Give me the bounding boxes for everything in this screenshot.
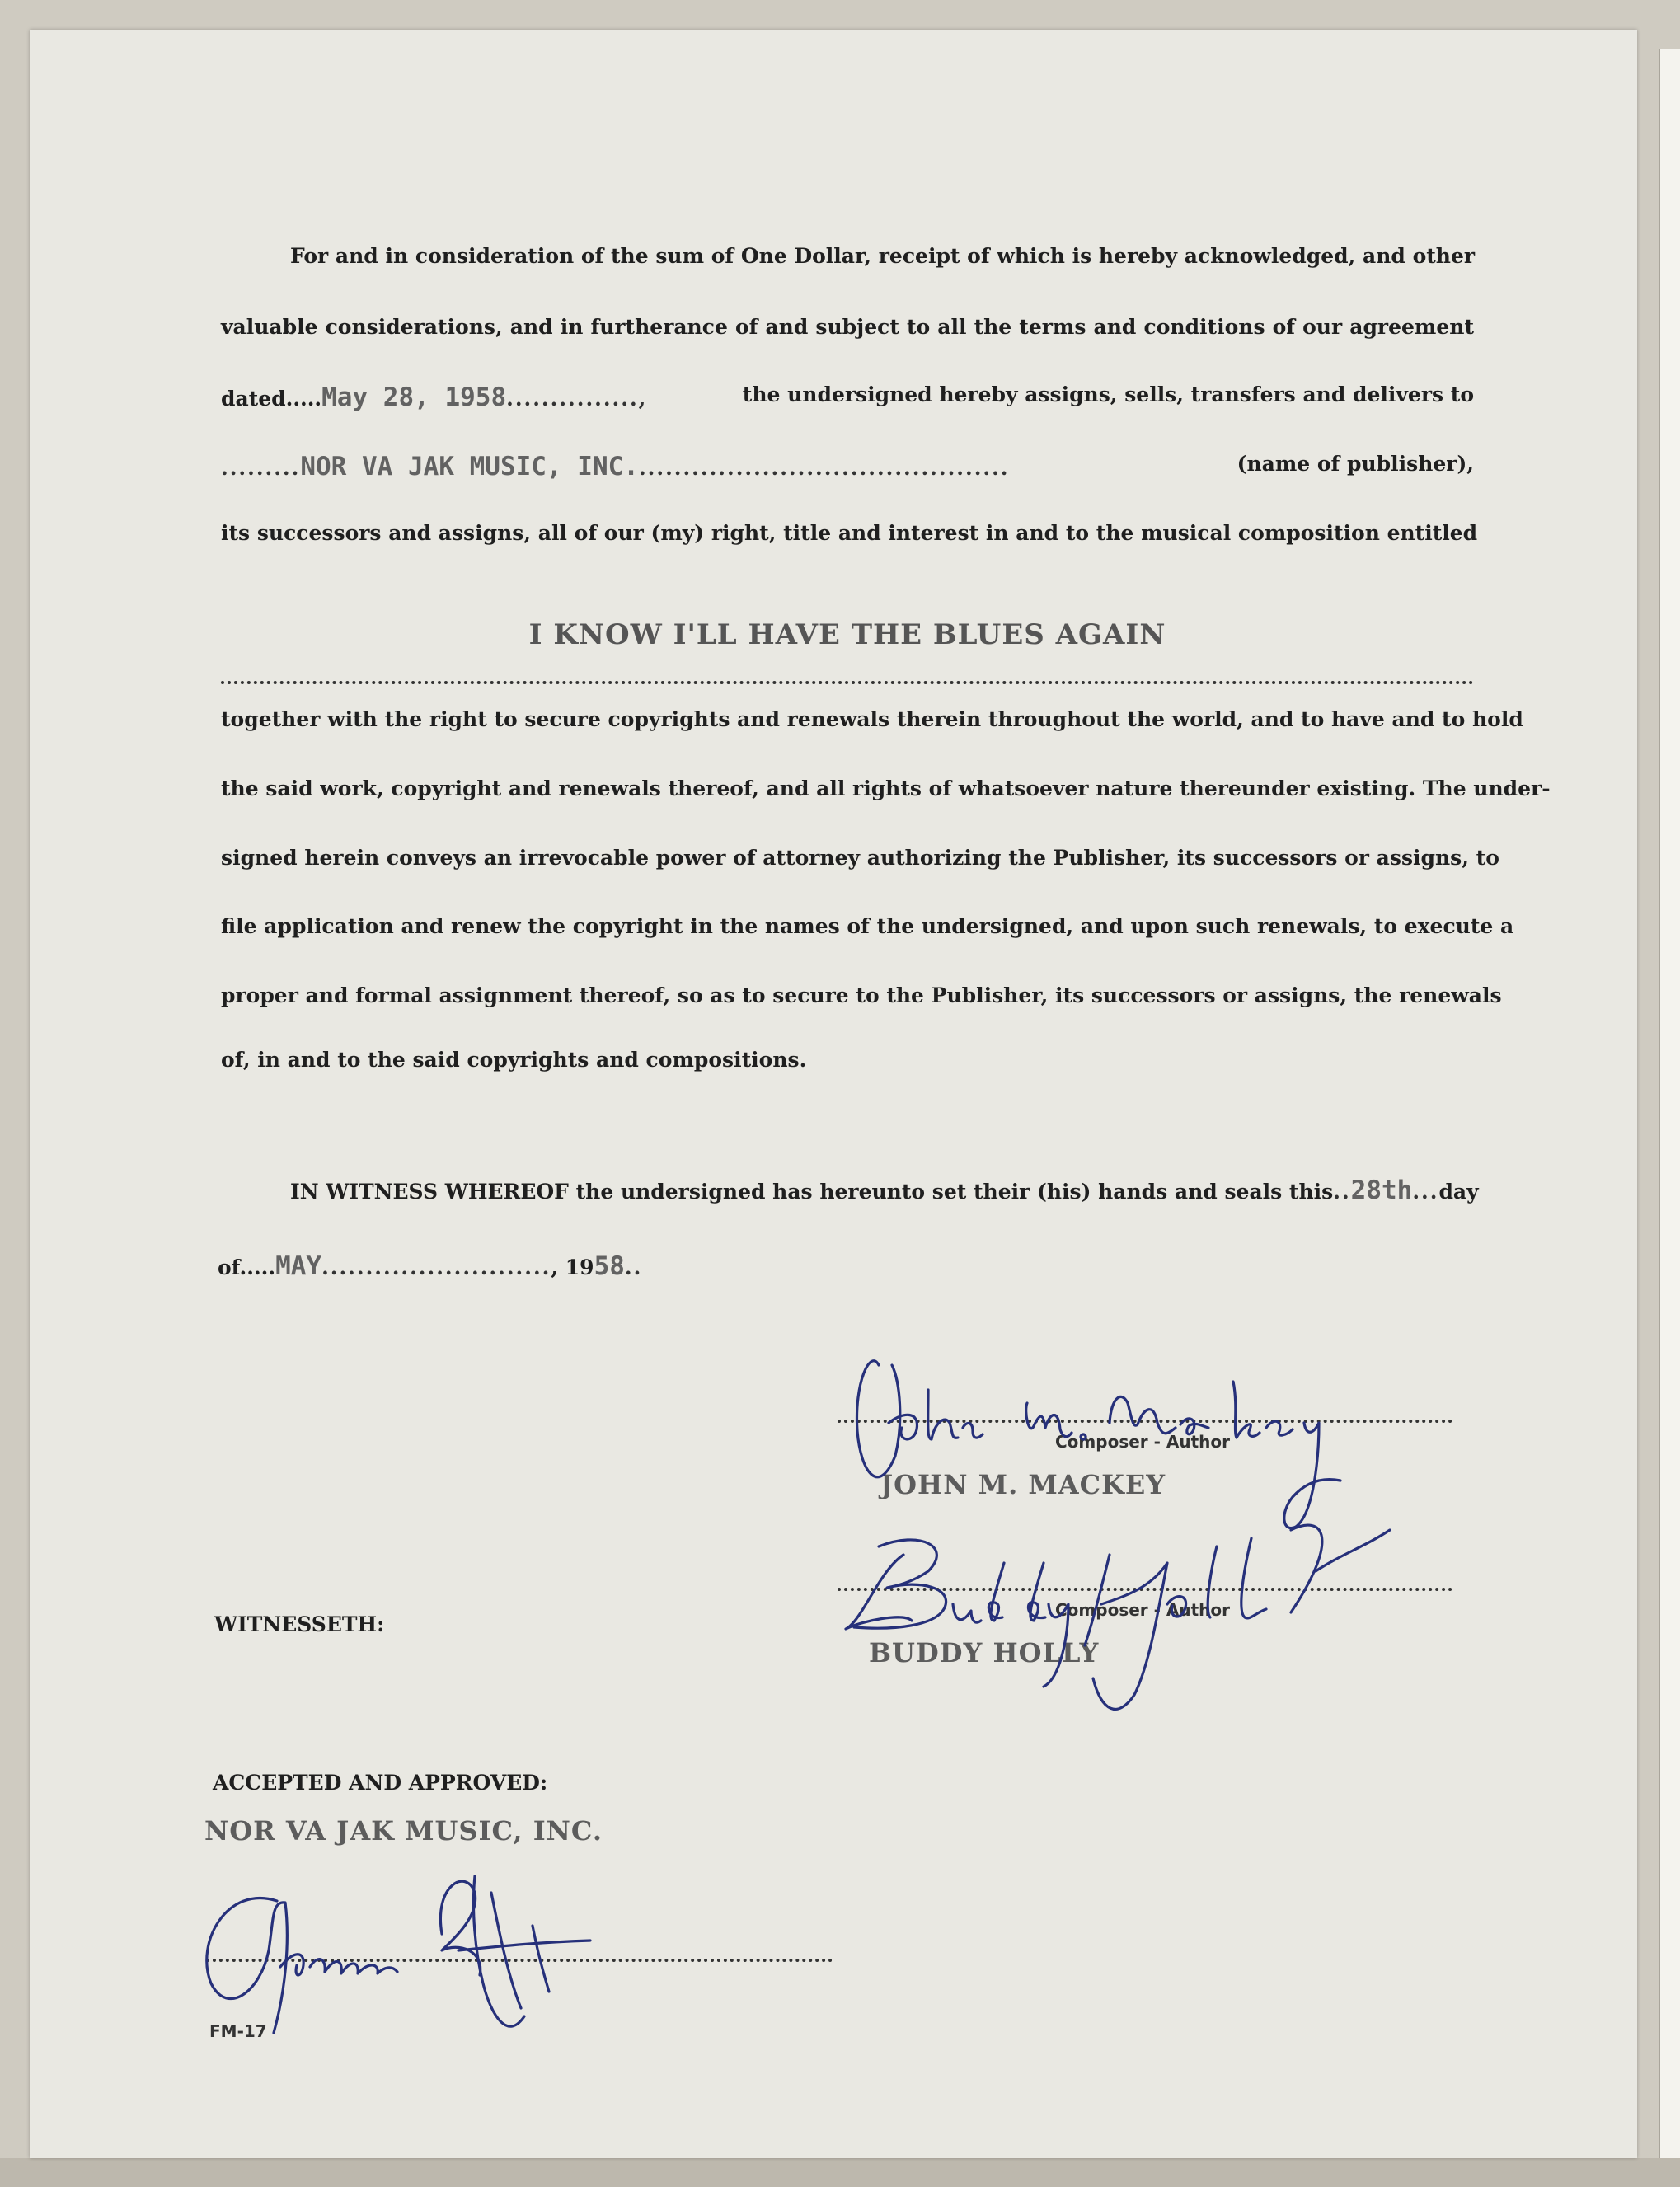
para1-line5: its successors and assigns, all of our (my) right, title and interest in and to the musical composition entitled — [221, 521, 1478, 545]
assign-text: the undersigned hereby assigns, sells, transfers and delivers to — [742, 382, 1474, 406]
para1-line1: For and in consideration of the sum of One Dollar, receipt of which is hereby acknowledged, and other — [290, 244, 1476, 268]
signature-holly — [829, 1497, 1423, 1744]
accepted-label: ACCEPTED AND APPROVED: — [213, 1771, 548, 1795]
para2-line2: the said work, copyright and renewals thereof, and all rights of whatsoever nature thereunder existing. The under- — [221, 777, 1551, 800]
composition-title: I KNOW I'LL HAVE THE BLUES AGAIN — [528, 618, 1166, 651]
para2-line4: file application and renew the copyright in the names of the undersigned, and upon such renewals, to execute a — [221, 914, 1514, 938]
dots: .......................... — [321, 1255, 551, 1279]
underlying-sheet-bottom — [0, 2158, 1680, 2187]
role-label-2: Composer - Author — [1055, 1600, 1230, 1620]
publisher-stamp: NOR VA JAK MUSIC, INC. — [204, 1815, 603, 1847]
para2-line1: together with the right to secure copyrights and renewals therein throughout the world, and to have and to hold — [221, 707, 1523, 731]
signer-name-2: BUDDY HOLLY — [869, 1637, 1100, 1668]
day-label: day — [1438, 1180, 1479, 1204]
witness-line1 — [221, 1176, 1479, 1205]
para1-line2: valuable considerations, and in furtherance of and subject to all the terms and conditions of our agreement — [221, 315, 1474, 339]
para2-line6: of, in and to the said copyrights and compositions. — [221, 1048, 807, 1072]
publisher-label: (name of publisher), — [1237, 452, 1474, 476]
dots: ......... — [221, 456, 301, 480]
underlying-sheet-edge — [1659, 49, 1680, 2187]
dots: .......................................... — [638, 456, 1010, 480]
para1-line3 — [221, 382, 1474, 412]
para1-line4 — [221, 452, 1474, 481]
dated-label: dated..... — [221, 387, 322, 411]
para2-line5: proper and formal assignment thereof, so as to secure to the Publisher, its successors or assigns, the renewals — [221, 983, 1502, 1007]
dots: .. — [624, 1255, 643, 1279]
form-code: FM-17 — [209, 2021, 267, 2041]
witnesseth-label: WITNESSETH: — [214, 1612, 385, 1636]
signer-name-1: JOHN M. MACKEY — [880, 1469, 1166, 1500]
document-page — [30, 30, 1637, 2158]
agreement-date: May 28, 1958 — [321, 382, 507, 412]
dots: .. — [1333, 1180, 1351, 1204]
month-filled: MAY — [275, 1251, 322, 1281]
dots: ... — [1412, 1180, 1439, 1204]
dots: ..............., — [506, 387, 648, 411]
witness-text: IN WITNESS WHEREOF the undersigned has hereunto set their (his) hands and seals this — [290, 1180, 1334, 1204]
publisher-name-filled: NOR VA JAK MUSIC, INC. — [300, 452, 639, 481]
composition-title-line — [221, 615, 1474, 684]
year-prefix: , 19 — [551, 1255, 594, 1279]
year-filled: 58 — [594, 1251, 625, 1281]
role-label-1: Composer - Author — [1055, 1432, 1230, 1452]
witness-line2 — [218, 1251, 1471, 1281]
para2-line3: signed herein conveys an irrevocable power of attorney authorizing the Publisher, its successors or assigns, to — [221, 846, 1499, 870]
day-filled: 28th — [1350, 1176, 1413, 1205]
of-label: of..... — [218, 1255, 276, 1279]
